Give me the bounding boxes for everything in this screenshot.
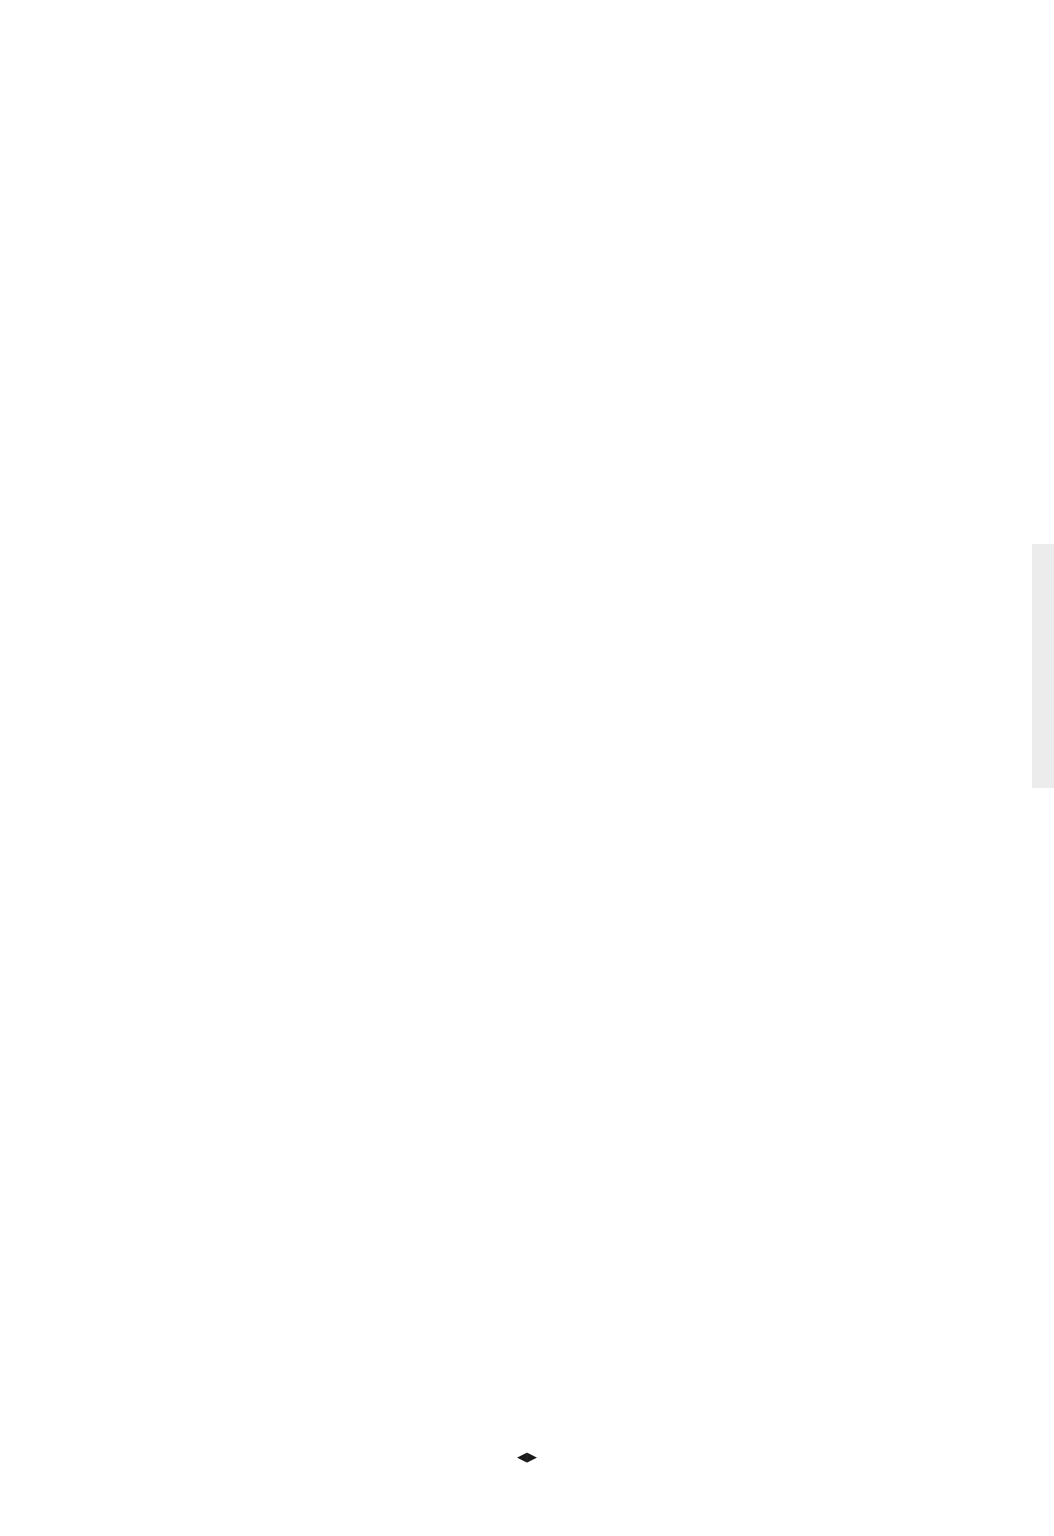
lesson-title	[76, 156, 932, 220]
side-tab	[1032, 544, 1054, 788]
watermark-logo	[872, 1446, 1042, 1530]
left-triangle-icon: ◀	[517, 1450, 527, 1465]
right-triangle-icon: ▶	[527, 1450, 537, 1465]
answer-content	[76, 100, 932, 220]
